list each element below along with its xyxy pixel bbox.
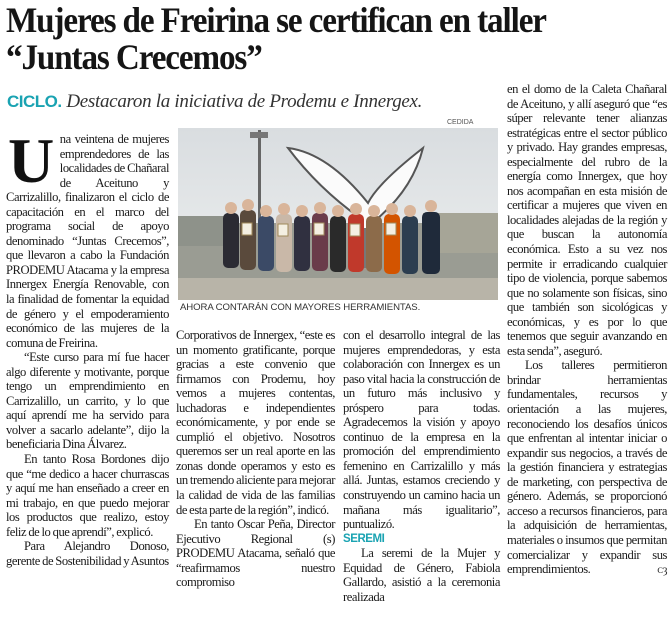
end-of-article-mark: ᴄȝ xyxy=(657,562,667,577)
subhead xyxy=(7,91,507,113)
paragraph-talleres: Los talleres permitieron brindar herramientas fundamentales, recursos y orientación a las mujeres, reconociendo los desafíos únicos que enfrentan al intentar iniciar o expandir sus negocios, a través de la gestión financiera y estrategias de marketing, con perspectiva de género. Además, se proporcionó acceso a recursos financieros, para la adquisición de herramientas, materiales o insumos que permitan comercializar y expandir sus emprendimientos. xyxy=(507,358,667,577)
section-heading-seremi: SEREMI xyxy=(343,532,385,545)
photo-credit: CEDIDA xyxy=(447,119,474,126)
headline-line-1: Mujeres de Freirina se certifican en taller xyxy=(6,0,546,40)
headline xyxy=(6,2,613,76)
paragraph-donoso-start: Para Alejandro Donoso, gerente de Sostenibilidad y Asuntos xyxy=(6,539,169,568)
paragraph-quote-dina: “Este curso para mí fue hacer algo diferente y motivante, porque tengo un emprendimiento en Carrizalillo, un carrito, y lo que aquí aprendí me ha servido para volver a sacarlo adelante”, dijo la beneficiaria Dina Álvarez. xyxy=(6,350,169,452)
drop-cap: U xyxy=(8,125,54,196)
article-column-4 xyxy=(507,82,667,577)
photo-scene xyxy=(178,128,498,300)
paragraph-quote-rosa: En tanto Rosa Bordones dijo que “me dedico a hacer churrascas y aquí me han enseñado a creer en mi trabajo, en que puedo mejorar los productos que realizo, estoy feliz de lo que aprendí”, explicó. xyxy=(6,452,169,539)
article-photo xyxy=(178,128,498,300)
paragraph-donoso-cont: Corporativos de Innergex, “este es un momento gratificante, porque gracias a este convenio que firmamos con Prodemu, hoy vemos a mujeres contentas, luchadoras e independientes económicamente, y por ende se cumplió el objetivo. Nosotros queremos ser un real aporte en las zonas donde operamos y esto es un tremendo aliciente para mejorar la calidad de vida de las familias de esta parte de la región”, indicó. xyxy=(176,328,335,517)
paragraph-intro: na veintena de mujeres emprendedores de las localidades de Chañaral de Aceituno y Carrizalillo, finalizaron el ciclo de capacitación en el marco del programa social de apoyo denominado “Juntas Crecemos”, que llevaron a cabo la Fundación PRODEMU Atacama y la empresa Innergex Energía Renovable, con la finalidad de fomentar la equidad de género y el empoderamiento económico de las mujeres de la comuna de Freirina. xyxy=(6,132,169,350)
article-column-1 xyxy=(6,125,169,568)
paragraph-pena-cont: con el desarrollo integral de las mujeres emprendedoras, y esta colaboración con Innergex es un paso vital hacia la construcción de un futuro más inclusivo y próspero para todas. Agradecemos la visión y apoyo continuo de la empresa en la promoción del emprendimiento femenino en Carrizalillo y más allá. Juntas, estamos creciendo y construyendo un camino hacia un mañana más igualitario”, puntualizó. xyxy=(343,328,500,532)
article-column-3 xyxy=(343,328,500,604)
kicker: CICLO. xyxy=(7,92,62,111)
paragraph-seremi-start: La seremi de la Mujer y Equidad de Género, Fabiola Gallardo, asistió a la ceremonia realizada xyxy=(343,546,500,604)
paragraph-pena-start: En tanto Oscar Peña, Director Ejecutivo Regional (s) PRODEMU Atacama, señaló que “reafirmamos nuestro compromiso xyxy=(176,517,335,590)
deck: Destacaron la iniciativa de Prodemu e Innergex. xyxy=(66,91,423,112)
article-column-2 xyxy=(176,328,335,590)
headline-line-2: “Juntas Crecemos” xyxy=(6,37,262,77)
paragraph-seremi-cont: en el domo de la Caleta Chañaral de Aceituno, y allí aseguró que “es súper relevante tener alianzas estratégicas entre el sector público y privado. Hay grandes empresas, especialmente del rubro de la energía como Innergex, que hoy nos acompañan en esta misión de certificar a mujeres que viven en localidades alejadas de la región y que buscan la autonomía económica. Esto a su vez nos permite ir erradicando cualquier tipo de violencia, porque sabemos que no solamente son físicas, sino que también son sicológicas y económicas, y es por lo que tenemos que seguir avanzando en esta senda”, aseguró. xyxy=(507,82,667,358)
photo-caption: AHORA CONTARÁN CON MAYORES HERRAMIENTAS. xyxy=(180,302,421,313)
